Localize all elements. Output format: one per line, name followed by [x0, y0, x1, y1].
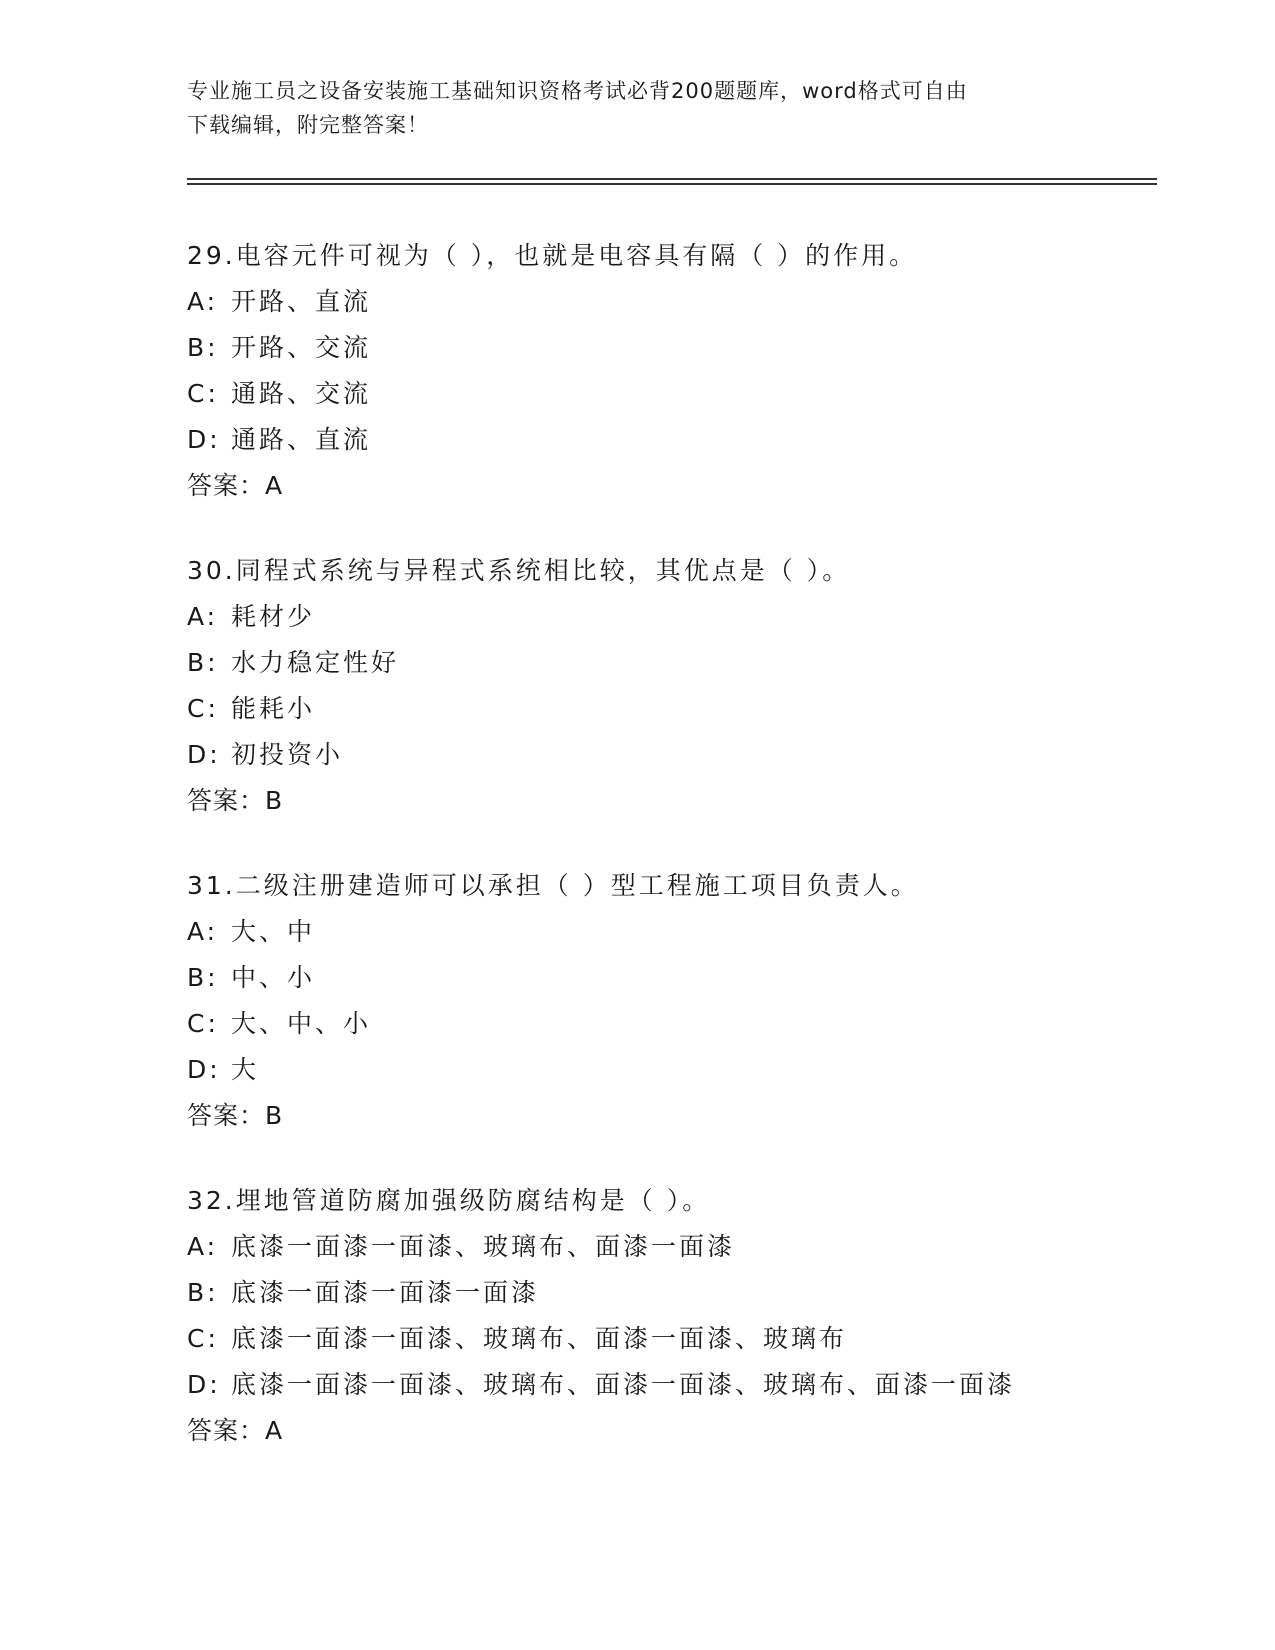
- option-text: 中、小: [231, 963, 316, 992]
- option-c: [187, 689, 1147, 735]
- option-letter: A:: [187, 287, 219, 316]
- option-letter: B:: [187, 648, 219, 677]
- answer-line: 答案：A: [187, 471, 284, 500]
- option-b: [187, 1273, 1147, 1319]
- question-stem: 31.二级注册建造师可以承担（ ）型工程施工项目负责人。: [187, 871, 919, 900]
- option-letter: D:: [187, 425, 221, 454]
- option-text: 底漆一面漆一面漆、玻璃布、面漆一面漆、玻璃布: [231, 1324, 848, 1353]
- option-d: [187, 735, 1147, 781]
- option-b: [187, 958, 1147, 1004]
- option-letter: B:: [187, 1278, 219, 1307]
- document-header: [187, 74, 1087, 142]
- option-a: [187, 912, 1147, 958]
- option-text: 耗材少: [231, 602, 316, 631]
- header-line-1: 专业施工员之设备安装施工基础知识资格考试必背200题题库，word格式可自由: [187, 79, 968, 103]
- answer-line: 答案：A: [187, 1416, 284, 1445]
- question-31: [187, 866, 1147, 1142]
- answer-line: 答案：B: [187, 1101, 284, 1130]
- option-letter: A:: [187, 1232, 219, 1261]
- option-letter: D:: [187, 1055, 221, 1084]
- header-divider-bottom: [187, 183, 1157, 185]
- option-letter: C:: [187, 379, 219, 408]
- option-a: [187, 1227, 1147, 1273]
- question-30: [187, 551, 1147, 827]
- option-c: [187, 1319, 1147, 1365]
- question-stem: 30.同程式系统与异程式系统相比较，其优点是（ ）。: [187, 556, 851, 585]
- option-text: 开路、交流: [231, 333, 372, 362]
- option-text: 通路、直流: [231, 425, 372, 454]
- question-32: [187, 1181, 1147, 1457]
- option-text: 大、中、小: [231, 1009, 372, 1038]
- option-d: [187, 420, 1147, 466]
- option-b: [187, 643, 1147, 689]
- option-letter: D:: [187, 740, 221, 769]
- option-text: 能耗小: [231, 694, 316, 723]
- option-letter: A:: [187, 602, 219, 631]
- option-letter: A:: [187, 917, 219, 946]
- option-a: [187, 282, 1147, 328]
- option-text: 底漆一面漆一面漆一面漆: [231, 1278, 540, 1307]
- option-letter: C:: [187, 1009, 219, 1038]
- option-letter: C:: [187, 694, 219, 723]
- question-stem: 29.电容元件可视为（ ），也就是电容具有隔（ ）的作用。: [187, 241, 918, 270]
- option-text: 底漆一面漆一面漆、玻璃布、面漆一面漆: [231, 1232, 736, 1261]
- option-text: 初投资小: [231, 740, 344, 769]
- header-divider-top: [187, 178, 1157, 180]
- option-letter: C:: [187, 1324, 219, 1353]
- option-letter: D:: [187, 1370, 221, 1399]
- option-d: [187, 1365, 1147, 1411]
- option-text: 大: [231, 1055, 260, 1084]
- question-29: [187, 236, 1147, 512]
- option-a: [187, 597, 1147, 643]
- option-letter: B:: [187, 333, 219, 362]
- header-line-2: 下载编辑，附完整答案！: [187, 113, 429, 137]
- option-text: 底漆一面漆一面漆、玻璃布、面漆一面漆、玻璃布、面漆一面漆: [231, 1370, 1016, 1399]
- question-stem: 32.埋地管道防腐加强级防腐结构是（ ）。: [187, 1186, 711, 1215]
- option-c: [187, 1004, 1147, 1050]
- option-b: [187, 328, 1147, 374]
- option-letter: B:: [187, 963, 219, 992]
- option-c: [187, 374, 1147, 420]
- option-text: 通路、交流: [231, 379, 372, 408]
- answer-line: 答案：B: [187, 786, 284, 815]
- option-text: 开路、直流: [231, 287, 372, 316]
- option-text: 大、中: [231, 917, 316, 946]
- option-d: [187, 1050, 1147, 1096]
- option-text: 水力稳定性好: [231, 648, 400, 677]
